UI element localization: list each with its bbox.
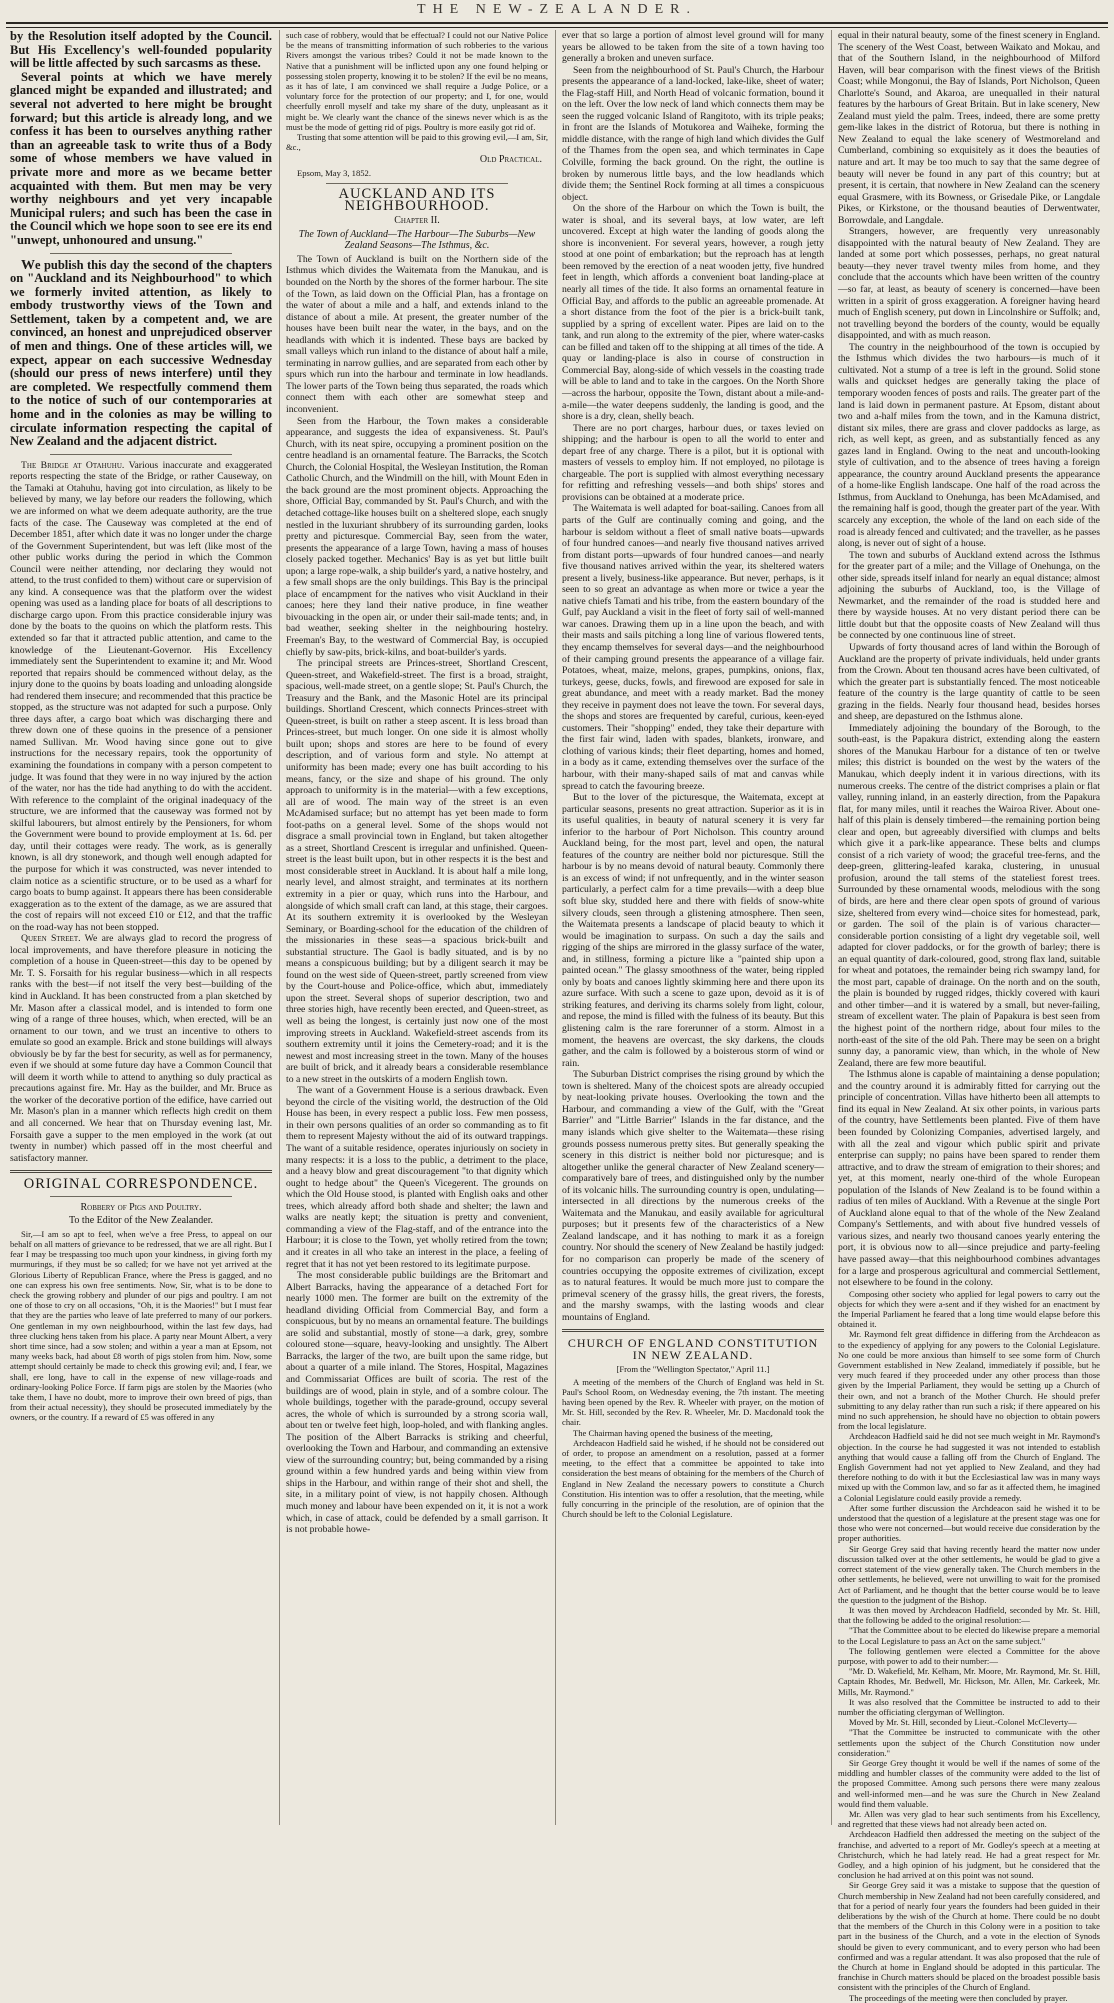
paragraph: ever that so large a portion of almost level ground will for many years be allowed to be taken from the site of a town having too generally a broken and uneven surface.	[562, 30, 824, 65]
masthead: THE NEW-ZEALANDER.	[417, 2, 697, 17]
paragraph: It was also resolved that the Committee be instructed to add to their number the officiating clergyman of Wellington.	[838, 1696, 1100, 1717]
paragraph: Seen from the Harbour, the Town makes a considerable appearance, and suggests the idea of expansiveness. St. Paul's Church, with its neat spire, occupying a prominent position on the centre headland is an ornamental feature. The Barracks, the Scotch Church, the Colonial Hospital, the Wesleyan Institution, the Roman Catholic Church, and the Windmill on the hill, with Mount Eden in the back ground are the most prominent objects. Approaching the shore, Official Bay, commanded by St. Paul's Church, and with the detached cottage-like houses built on a sheltered slope, each snugly nestled in the luxuriant shrubbery of its surrounding garden, looks pretty and picturesque. Commercial Bay, seen from the water, presents the appearance of a large Town, having a mass of houses closely packed together. Mechanics' Bay is as yet but little built upon; a large rope-walk, a ship builder's yard, a native hostelry, and a few small shops are the only buildings. This Bay is the principal place of encampment for the natives who visit Auckland in their canoes; here they land their native produce, in fine weather bivouacking in the open air, or under their sail-made tents; and, in bad weather, seeking shelter in the neighbouring hostelry. Freeman's Bay, to the westward of Commercial Bay, is occupied chiefly by saw-pits, brick-kilns, and boat-builder's yards.	[286, 415, 548, 658]
column-4	[838, 30, 1100, 2003]
paragraph	[10, 460, 272, 933]
signature: Old Practical.	[479, 154, 542, 166]
paragraph: equal in their natural beauty, some of the finest scenery in England. The scenery of the West Coast, between Waikato and Mokau, and that of the Southern Island, in the neighbourhood of Milford Haven, will bear comparison with the finest views of the British Coast; while Mongonui, the Bay of Islands, Port Nicholson, Queen Charlotte's Sound, and Akaroa, are unequalled in their natural features by the harbours of Great Britain. But in lake scenery, New Zealand must yield the palm. Trees, indeed, there are some pretty gem-like lakes in the district of Rotorua, but there is nothing in New Zealand to equal the lake scenery of Westmoreland and Cumberland, combining so exquisitely as it does the beauties of nature and art. It may be too much to say that the same degree of beauty will never be found in any part of this country; but at present, it is certain, that nowhere in New Zealand can the scenery equal Grasmere, with its Bowness, or Grisedale Pike, or Langdale Pikes, or Kirkstone, or the thousand beauties of Derwentwater, Borrowdale, and Langdale.	[838, 30, 1100, 226]
paragraph: Mr. Raymond felt great diffidence in differing from the Archdeacon as to the expediency of applying for any powers to the Colonial Legislature. No one could be more anxious than himself to see some form of Church Government established in New Zealand, immediately if possible, but he very much feared if they proceeded under any other process than those given by the Imperial Parliament, they would be setting up a Church of their own, and not a branch of the Mother Church. He should prefer submitting to any delay rather than run such a risk; if there appeared on his mind no such apprehension, he should have no objection to obtain powers from the local legislature.	[838, 1329, 1100, 1432]
paragraph: The Isthmus alone is capable of maintaining a dense population; and the country around it is admirably fitted for carrying out the principle of concentration. Villas have hitherto been all attempts to find its equal in New Zealand. At six other points, in various parts of the country, have Settlements been planted. Five of them have been founded by Colonizing Companies, advertised largely, and with all the zeal and vigour which public spirit and private enterprise can supply; no pains have been spared to render them attractive, and to draw the stream of emigration to their shores; and yet, at this moment, nearly one-third of the whole European population of the Islands of New Zealand is to be found within a radius of ten miles of Auckland. With a Revenue at the single Port of Auckland alone equal to that of the whole of the New Zealand Company's Settlements, and with about five hundred vessels of various sizes, and nearly two thousand canoes yearly entering the port, it is obvious now to all—since prejudice and party-feeling have passed away—that this neighbourhood combines advantages for a large and prosperous agricultural and commercial Settlement, not elsewhere to be found in the colony.	[838, 1069, 1100, 1289]
paragraph: On the shore of the Harbour on which the Town is built, the water is shoal, and its several bays, at low water, are left uncovered. Except at high water the landing of goods along the shore is inconvenient. For several years, however, a rough jetty stood at one point of embarkation; but the reproach has at length been removed by the erection of a neat wooden jetty, five hundred feet in length, which affords a convenient boat landing-place at nearly all times of the tide. It also forms an ornamental feature in Official Bay, and affords to the public an agreeable promenade. At a short distance from the foot of the pier is a brick-built tank, supplied by a spring of excellent water. Pipes are laid on to the tank, and run along to the extremity of the pier, where water-casks can be filled and taken off to the shipping at all times of the tide. A quay or landing-place is also in course of construction in Commercial Bay, along-side of which vessels in the coasting trade will be able to land and to take in the cargoes. On the North Shore —across the harbour, opposite the Town, distant about a mile-and-a-mile—the water deepens suddenly, the landing is good, and the shore is a dry, clean, shelly beach.	[562, 203, 824, 423]
paragraph: The most considerable public buildings are the Britomart and Albert Barracks, having the appearance of a detached Fort for nearly 1000 men. The former are built on the extremity of the headland dividing Official from Commercial Bay, and form a conspicuous, but by no means an ornamental feature. The buildings are solid and substantial, mostly of stone—a dark, grey, sombre coloured stone—square, heavy-looking and unsightly. The Albert Barracks, the larger of the two, are built upon the same ridge, but about a quarter of a mile inland. The Stores, Hospital, Magazines and Commissariat Offices are built of scoria. The rest of the buildings are of wood, plain in style, and of a sombre colour. The whole buildings, together with the parade-ground, occupy several acres, the whole of which is surrounded by a strong scoria wall, about ten or twelve feet high, loop-holed, and with flanking angles. The position of the Albert Barracks is striking and cheerful, overlooking the Town and Harbour, and commanding an extensive view of the surrounding country; but, being commanded by a rising ground within a few hundred yards and being within view from ships in the Harbour, and within range of their shot and shell, the site, in a military point of view, is not happily chosen. Although much money and labour have been expended on it, it is not a work which, in case of attack, could be defended by a small garrison. It is not probable howe-	[286, 1270, 548, 1536]
paragraph: The following gentlemen were elected a Committee for the above purpose, with power to add to their number:—	[838, 1645, 1100, 1666]
paragraph: Composing other society who applied for legal powers to carry out the objects for which they were a-sent and if they wished for an enactment by the Imperial Parliament he feared that a long time would elapse before this obtained it.	[838, 1288, 1100, 1330]
paragraph	[10, 933, 272, 1164]
paragraph: We publish this day the second of the chapters on "Auckland and its Neighbourhood" to which we formerly invited attention, as likely to embody trustworthy views of the Town and Settlement, taken by a competent and, we are convinced, an honest and unprejudiced observer of men and things. One of these articles will, we expect, appear on each successive Wednesday (should our press of news interfere) until they are completed. We respectfully commend them to the notice of such of our contemporaries at home and in the colonies as may be willing to circulate information respecting the capital of New Zealand and the adjacent district.	[10, 257, 272, 449]
separator	[50, 253, 232, 254]
letter-title: Robbery of Pigs and Poultry.	[80, 1201, 202, 1213]
section-rule	[562, 1329, 824, 1332]
column-rule	[279, 30, 280, 1825]
paragraph: Moved by Mr. St. Hill, seconded by Lieut.-Colonel McCleverty—	[849, 1717, 1077, 1728]
paragraph: Strangers, however, are frequently very unreasonably disappointed with the natural beauty of New Zealand. They are landed at some port which possesses, perhaps, no great natural beauty—they never travel twenty miles from home, and they conclude that the accounts which have been written of the country—so far, at least, as beauty of scenery is concerned—have been written in a spirit of gross exaggeration. A foreigner having heard much of English scenery, put down in Lincolnshire or Suffolk; and, not travelling beyond the borders of the county, would be equally disappointed, and with as much reason.	[838, 226, 1100, 342]
paragraph: "That the Committee be instructed to communicate with the other settlements upon the subject of the Church Constitution now under consideration."	[838, 1727, 1100, 1758]
column-3	[562, 30, 824, 1822]
paragraph: Sir,—I am so apt to feel, when we've a free Press, to appeal on our behalf on all matters of grievance to be redressed, that we are all right. But I fear I may be trespassing too much upon your kindness, in giving forth my murmurings, if they must be so called; for we have not yet arrived at the Glorious Liberty of Republican France, where the Press is gagged, and no one can express his own free sentiments. Now, Sir, what is to be done to check the growing robbery and plunder of our pigs and poultry. I am not one of those to cry on all occasions, "Oh, it is the Maories!" but I must fear that they are the parties who leave of late preferred to many of our porkers. One gentleman in my own neighbourhood, within the last few days, had three clucking hens taken from his place. A party near Mount Albert, a very short time since, had a sow stolen; and within a year a man at Epsom, not many weeks back, had about £8 worth of pigs stolen from him. Now, some attempt should certainly be made to check this growing evil; and, I fear, we shall, ere long, have to call in the expense of new village-roads and ordinary-looking Police Force. If farm pigs are stolen by the Maories (who take them, I have no doubt, more to improve their own breed of pigs, than from their actual necessity), they should be prosecuted immediately by the owners, or the country. If a reward of £5 was offered in any	[10, 1228, 272, 1423]
dateline: Epsom, May 3, 1852.	[297, 167, 371, 178]
paragraph: A meeting of the members of the Church of England was held in St. Paul's School Room, on Wednesday evening, the 7th instant. The meeting having been opened by the Rev. R. Wheeler with prayer, on the motion of Mr. St. Hill, seconded by the Rev. R. Wheeler, Mr. D. Macdonald took the chair.	[562, 1376, 824, 1428]
section-heading: CHURCH OF ENGLAND CONSTITUTION IN NEW ZEALAND.	[567, 1336, 819, 1362]
paragraph: "Mr. D. Wakefield, Mr. Kelham, Mr. Moore, Mr. Raymond, Mr. St. Hill, Captain Rhodes, Mr. Bedwell, Mr. Hickson, Mr. Allen, Mr. Carkeek, Mr. Mills, Mr. Raymond."	[838, 1666, 1100, 1697]
paragraph: Archdeacon Hadfield then addressed the meeting on the subject of the franchise, and adverted to a report of Mr. Godley's speech at a meeting at Christchurch, which he had lately read. He had a great respect for Mr. Godley, and a high opinion of his judgment, but he considered that the conclusion he had arrived at on this point was not sound.	[838, 1829, 1100, 1881]
column-1	[10, 30, 272, 1822]
section-heading: AUCKLAND AND ITS NEIGHBOURHOOD.	[338, 186, 496, 214]
paragraph: The Suburban District comprises the rising ground by which the town is sheltered. Many of the choicest spots are already occupied by neat-looking private houses. Overlooking the town and the Harbour, and commanding a view of the Gulf, with the "Great Barrier" and "Little Barrier" Islands in the far distance, and the many islands which give shelter to the Waitemata—these rising grounds possess numerous pretty sites. But generally speaking the scenery in this district is neither bold nor picturesque; and is altogether unlike the general character of New Zealand scenery—comparatively bare of trees, and distinguished only by the number of its volcanic hills. The surrounding country is open, undulating—intersected in all directions by the numerous creeks of the Waitemata and the Manukau, and easily available for agricultural purposes; but it presents few of the characteristics of a New Zealand landscape, and it has nothing to mark it as a foreign country. Nor should the scenery of New Zealand be hastily judged: for no comparison can properly be made of the scenery of countries occupying the opposite extremes of civilization, except as to natural features. It would be much more just to compare the primeval scenery of the grassy hills, the great rivers, the forests, and the marshy swamps, with the lasting woods and clear mountains of England.	[562, 1069, 824, 1323]
paragraph: After some further discussion the Archdeacon said he wished it to be understood that the question of a legislature at the present stage was one for those who were not concerned—but would receive due consideration by the proper authorities.	[838, 1502, 1100, 1544]
paragraph: The town and suburbs of Auckland extend across the Isthmus for the greater part of a mile; and the Village of Onehunga, on the other side, spreads itself inland for nearly an equal distance; almost adjoining the suburbs of Auckland, too, is the Village of Newmarket, and the remainder of the road is studded here and there by wayside houses. At no very distant period there can be little doubt but that the opposite coasts of New Zealand will thus be connected by one continuous line of street.	[838, 549, 1100, 642]
paragraph: There are no port charges, harbour dues, or taxes levied on shipping; and the harbour is open to all the world to enter and depart free of any charge. There is a pilot, but it is optional with masters of vessels to employ him. If not employed, no pilotage is chargeable. The port is supplied with almost everything necessary for refitting and refreshing vessels—and both ships' stores and provisions can be obtained at a moderate price.	[562, 422, 824, 503]
paragraph: Sir George Grey thought it would be well if the names of some of the middling and humbler classes of the community were added to the list of the proposed Committee. Among such persons there were many zealous and well-informed men—and he was sure the Church in New Zealand would find them valuable.	[838, 1757, 1100, 1809]
paragraph: The principal streets are Princes-street, Shortland Crescent, Queen-street, and Wakefield-street. The first is a broad, straight, spacious, well-made street, on a gentle slope; St. Paul's Church, the Treasury and the Bank, and the Masonic Hotel are its principal buildings. Shortland Crescent, which connects Princes-street with Queen-street, is built on rather a steep ascent. It is less broad than Princes-street, but much longer. On one side it is almost wholly built upon; shops and stores are here to be found of every description, and of various form and style. No attempt at uniformity has been made; every one has built according to his means, fancy, or the size and shape of his ground. The only approach to uniformity is in the material—with a few exceptions, all are of wood. The main way of the street is an even McAdamised surface; but no attempt has yet been made to form foot-paths on a general level. Some of the shops would not disgrace a small provincial town in England, but taken altogether as a street, Shortland Crescent is irregular and unfinished. Queen-street is the least built upon, but in other respects it is the best and most considerable street in Auckland. It is about half a mile long, nearly level, and almost straight, and terminates at its northern extremity in a pier or quay, which runs into the Harbour, and alongside of which small craft can land, at this stage, their cargoes. At its southern extremity it is overlooked by the Wesleyan Seminary, or Boarding-school for the education of the children of the missionaries in these seas—a spacious brick-built and substantial structure. The Gaol is badly situated, and is by no means a conspicuous building; but by a diligent search it may be found on the west side of Queen-street, partly screened from view by the Court-house and Police-office, which abut, immediately upon the street. Several shops of superior description, two and three stories high, have recently been erected, and Queen-street, as well as being the longest, is certainly just now one of the most improving streets in Auckland. Wakefield-street ascends from its southern extremity until it joins the Cemetery-road; and it is the newest and most increasing street in the town. Many of the houses are built of brick, and it already bears a considerable resemblance to a new street in the outskirts of a modern English town.	[286, 658, 548, 1085]
paragraph-head: Queen Street.	[21, 933, 81, 945]
paragraph: The Chairman having opened the business of the meeting,	[573, 1427, 773, 1438]
column-rule	[831, 30, 832, 1825]
paragraph: Sir George Grey said that having recently heard the matter now under discussion talked over at the other settlements, he would be glad to give a correct statement of the view generally taken. The Church members in the other settlements, he believed, were not unwilling to wait for the promised Act of Parliament, and he thought that the better course would be to leave the question to the judgment of the Bishop.	[838, 1543, 1100, 1605]
paragraph: Sir George Grey said it was a mistake to suppose that the question of Church membership in New Zealand had not been carefully considered, and that for a period of nearly four years the founders had been guided in their deliberations by the wish of the Church at home. There could be no doubt that the members of the Church in this Colony were in a position to take part in the business of the Church, and a vote in the election of Synods should be given to every communicant, and to every person who had been confirmed and was a regular attendant. It was also proposed that the rule of the Church at home in England should be adopted in this particular. The franchise in Church matters should be placed on the broadest possible basis consistent with the principles of the Church of England.	[838, 1880, 1100, 1993]
paragraph: Immediately adjoining the boundary of the Borough, to the south-east, is the Papakura district, extending along the eastern shores of the Manukau Harbour for a distance of ten or twelve miles; this district is bounded on the west by the waters of the Manukau, which deeply indent it in various directions, with its numerous creeks. The centre of the district comprises a plain or flat valley, running inland, in an easterly direction, from the Papakura flat, for many miles, until it reaches the Wairoa River. About one-half of this plain is densely timbered—the remaining portion being clear and open, but agreeably diversified with clumps and belts which give it a park-like appearance. These belts and clumps consist of a rich variety of wood; the graceful tree-ferns, and the deep-green, glittering-leafed karaka, clustering, in unusual profusion, around the tall stems of the stateliest forest trees. Surrounded by these ornamental woods, melodious with the song of birds, are here and there clear open spots of ground of various size, sheltered from every wind—choice sites for homestead, park, or garden. The soil of the plain is of various character—considerable portion consisting of a light dry vegetable soil, well adapted for clover paddocks, or for the growth of barley; there is an equal quantity of dark-coloured, good, strong flax land, suitable for wheat and potatoes, the remainder being rich swampy land, for the most part, capable of drainage. On the north and on the south, the plain is bounded by rugged ridges, thickly covered with kauri and other timber—and it is watered by a small, but never-failing, stream of excellent water. The plain of Papakura is best seen from the highest point of the northern ridge, about four miles to the north-east of the site of the old Pah. There may be seen on a bright sunny day, a panoramic view, than which, in the whole of New Zealand, there are few more beautiful.	[838, 722, 1100, 1069]
chapter-synopsis: The Town of Auckland—The Harbour—The Suburbs—New Zealand Seasons—The Isthmus, &c.	[298, 228, 536, 252]
chapter-label: Chapter II.	[394, 215, 440, 227]
section-rule	[10, 1170, 272, 1173]
separator	[50, 454, 232, 455]
paragraph: such case of robbery, would that be effectual? I could not our Native Police be the means of transmitting information of such robberies to the various Rivers amongst the various tribes? Could it not be made known to the Native that a punishment will be inflicted upon any one found helping or possessing stolen property, knowing it to be stolen? If the evil be no means, as it has of late, I am convinced we shall require a Judge Police, or a voluntary force for the protection of our property; and I, for one, would cheerfully enroll myself and take my share of the duty, unpleasant as it might be. We clearly want the chance of the sinews never which is as the must be the mode of getting rid of pigs. Poultry is more easily got rid of.	[286, 30, 548, 132]
source-line: [From the "Wellington Spectator," April 11.]	[616, 1364, 770, 1375]
paragraph: The Town of Auckland is built on the Northern side of the Isthmus which divides the Waitemata from the Manukau, and is bounded on the North by the shores of the former harbour. The site of the Town, as laid down on the Official Plan, has a frontage on the water of about a mile and a half, and extends inland to the distance of about a mile. At present, the greater number of the houses have been built near the water, in the bays, and on the headlands with which it is indented. These bays are backed by small valleys which run inland to the distance of about half a mile, terminating in narrow gullies, and are separated from each other by spurs which run into the harbour and terminate in low headlands. The lower parts of the Town being thus separated, the roads which connect them with each other are somewhat steep and inconvenient.	[286, 253, 548, 416]
paragraph: by the Resolution itself adopted by the Council. But His Excellency's well-founded popularity will be little affected by such sarcasms as these.	[10, 29, 272, 71]
paragraph: The Waitemata is well adapted for boat-sailing. Canoes from all parts of the Gulf are continually coming and going, and the harbour is seldom without a fleet of small native boats—upwards of four hundred canoes—and nearly five thousand natives arrived from distant ports—upwards of four hundred canoes—and nearly five thousand natives arrived within the year, its sheltered waters present a lively, business-like appearance. But never, perhaps, is it seen to so great an advantage as when more or twice a year the native chiefs Tamati and his tribe, from the eastern boundary of the Gulf, pay Auckland a visit in the fleet of forty sail of well-manned war canoes. Drawing them up in a line upon the beach, and with their masts and sails pitching a long line of various flowered tents, they encamp themselves for several days—and the neighbourhood of their camping ground presents the appearance of a village fair. Potatoes, wheat, maize, melons, grapes, pumpkins, onions, flax, turkeys, geese, ducks, fowls, and firewood are exposed for sale in great abundance, and meet with a ready market. Bad the money they receive in payment does not leave the town. For several days, the shops and stores are frequented by careful, curious, keen-eyed customers. Their "shopping" ended, they take their departure with the first fair wind, laden with spades, blankets, ironware, and clothing of various kinds; their fleet departing, homes and homed, in a body as it came, extending themselves over the surface of the harbour, with their many-shaped sails of mat and canvas while spread to catch the favouring breeze.	[562, 503, 824, 792]
separator	[50, 1196, 232, 1197]
paragraph-body: Various inaccurate and exaggerated reports respecting the state of the Bridge, or rather Causeway, on the Tamaki at Otahuhu, having got into circulation, as likely to be believed by many, we lay before our readers the following, which we are informed on what we deem adequate authority, are the true facts of the case. The Causeway was completed at the end of December 1851, after which date it was no longer under the charge of the Government Superintendent, but was left (like most of the other public works during the period in which the Common Council were neither attending, nor declaring they would not attend, to the trust confided to them) without care or supervision of any kind. A consequence was that the platform over the widest opening was used as a landing place for boats of all descriptions to discharge cargo upon. From this practice considerable injury was done by the boats to the quoins on which the platform rests. This extended so far that it attracted public attention, and came to the knowledge of the Lieutenant-Governor. His Excellency immediately sent the Superintendent to examine it; and Mr. Wood reported that repairs should be commenced without delay, as the injury done to the quoins by boats loading and unloading alongside had rendered them insecure; and recommended that this practice be stopped, as the structure was not adapted for such a purpose. Only three days after, a cargo boat which was discharging there and threw down one of these quoins in the presence of a pensioner named Sullivan. Mr. Wood having since gone out to give instructions for the necessary repairs, took the opportunity of examining the foundations in company with a person competent to judge. It was found that they were in no way injured by the action of the water, nor has the tide had anything to do with the accident. With reference to the complaint of the original inadequacy of the structure, we are informed that the causeway was formed not by skilful labourers, but almost entirely by the Pensioners, for whom the Government were bound to provide employment at 1s. 6d. per day, until their cottages were ready. The work, as is generally known, is all dry stonework, and though well enough adapted for the purpose for which it was constructed, was never intended to claim notice as a scientific structure, or to be used as a wharf for cargo boats to bump against. It appears there has been considerable exaggeration as to the extent of the damage, as we are assured that the cost of repairs will not exceed £10 or £12, and that the traffic on the road-way has not been stopped.	[10, 459, 273, 933]
paragraph: The want of a Government House is a serious drawback. Even beyond the circle of the visiting world, the destruction of the Old House has been, in every respect a public loss. Few men possess, in their own persons qualities of an order so commanding as to fit them to represent Majesty without the aid of its outward trappings. The want of a suitable residence, operates injuriously on society in many respects: it is a loss to the public, a detriment to the place, and a heavy blow and great discouragement "to that dignity which ought to hedge about" the Queen's Vicegerent. The grounds on which the Old House stood, is planted with English oaks and other trees, which already afford both shade and shelter; the lawn and walks are neatly kept; the situation is pretty and convenient, commanding a view of the Flag-staff, and of the entrance into the Harbour; it is close to the Town, yet wholly retired from the town; and it creates in all who take an interest in the place, a feeling of regret that it has not yet been restored to its legitimate purpose.	[286, 1085, 548, 1270]
paragraph: Upwards of forty thousand acres of land within the Borough of Auckland are the property of private individuals, held under grants from the Crown. About ten thousand acres have been cultivated, of which the greater part is substantially fenced. The most noticeable feature of the country is the large quantity of cattle to be seen grazing in the fields. Nearly four thousand head, besides horses and sheep, are depastured on the Isthmus alone.	[838, 641, 1100, 723]
section-heading: ORIGINAL CORRESPONDENCE.	[23, 1176, 259, 1193]
paragraph: Trusting that some attention will be paid to this growing evil,—I am, Sir, &c.,	[286, 132, 548, 153]
paragraph: The proceedings of the meeting were then concluded by prayer.	[849, 1992, 1068, 2003]
paragraph: Seen from the neighbourhood of St. Paul's Church, the Harbour presents the appearance of a land-locked, lake-like, sheet of water; the Flag-staff Hill, and North Head of volcanic formation, bound it on the left. Over the low neck of land which connects them may be seen the rugged volcanic Island of Rangitoto, with its triple peaks; in front are the Islands of Motukorea and Waiheke, forming the middle distance, with the range of high land which divides the Gulf of the Thames from the open sea, and which terminates in Cape Colville, forming the back ground. On the right, the outline is broken by numerous little bays, and the low headlands which divide them; the Sentinel Rock forming at all times a conspicuous object.	[562, 64, 824, 203]
separator	[326, 183, 508, 184]
paragraph-head: The Bridge at Otahuhu.	[21, 459, 125, 471]
paragraph: Archdeacon Hadfield said he wished, if he should not be considered out of order, to propose an amendment on a resolution, passed at a former meeting, to the effect that a committee be appointed to take into consideration the best means of obtaining for the members of the Church of England in New Zealand the necessary powers to constitute a Church Constitution. His intention was to offer a resolution, that the meeting, while fully concurring in the principle of the resolution, are of opinion that the Church should be left to the Colonial Legislature.	[562, 1437, 824, 1520]
paragraph: The country in the neighbourhood of the town is occupied by the Isthmus which divides the two harbours—is much of it cultivated. Not a stump of a tree is left in the ground. Solid stone walls and quickset hedges are generally taking the place of temporary wooden fences of posts and rails. The greater part of the land is laid down in permanent pasture. At Epsom, distant about two and a-half miles from the town, and in the Kamuna district, distant six miles, there are grass and clover paddocks as large, as rich, as well kept, as green, and as substantially fenced as any gazes land in England. Owing to the neat and uncouth-looking style of cultivation, and to the absence of trees having a foreign appearance, the country around Auckland presents the appearance of a home-like English landscape. One half of the road across the Isthmus, from Auckland to Onehunga, has been McAdamised, and the remaining half is good, though the greater part of the year. With scarcely any exception, the whole of the land on each side of the road is already fenced and cultivated; and the traveller, as he passes along, is never out of sight of a house.	[838, 341, 1100, 550]
paragraph: It was then moved by Archdeacon Hadfield, seconded by Mr. St. Hill, that the following be added to the original resolution:—	[838, 1604, 1100, 1626]
masthead-rule	[6, 22, 1108, 28]
paragraph: Several points at which we have merely glanced might be expanded and illustrated; and several not adverted to here might be brought forward; but this article is already long, and we confess it has been to ourselves anything rather than an agreeable task to write thus of a Body some of whose members we have valued in private more and more as we became better acquainted with them. But men may be very worthy neighbours and yet very incapable Municipal rulers; and such has been the case in the Council which we hope soon to see ere its end "unwept, unhonoured and unsung."	[10, 69, 272, 247]
paragraph-body: We are always glad to record the progress of local improvements, and have therefore pleasure in noticing the completion of a house in Queen-street—this day to be opened by Mr. T. S. Forsaith for his regular business—which in all respects ranks with the best—if not itself the very best—building of the kind in Auckland. It has been constructed from a plan sketched by Mr. Mason after a classical model, and is intended to form one wing of a range of three houses, which, when erected, will be an ornament to our town, and we trust an incentive to others to emulate so good an example. Brick and stone buildings will always obviously be by far the best for security, as well as for permanency, even if we should at some future day have a Common Council that will deem it worth while to attend to anything so duly practical as precautions against fire. Mr. Hay as the builder, and Mr. Bruce as the worker of the decorative portion of the edifice, have carried out Mr. Mason's plan in a manner which reflects high credit on them and all concerned. We hear that on Thursday evening last, Mr. Forsaith gave a supper to the men employed in the work (at out twenty in number) which passed off in the most cheerful and satisfactory manner.	[10, 933, 272, 1164]
letter-address: To the Editor of the New Zealander.	[69, 1215, 213, 1227]
paragraph: But to the lover of the picturesque, the Waitemata, except at particular seasons, presents no great attraction. Superior as it is in its useful qualities, in beauty of natural scenery it is very far inferior to the harbour of Port Nicholson. This country around Auckland being, for the most part, level and open, the natural features of the country are neither bold nor picturesque. Still the harbour is by no means devoid of natural beauty. Commonly there is an excess of wind; if not unfrequently, and in the winter season particularly, a perfect calm for a time prevails—with a deep blue soft blue sky, studded here and there with fields of snow-white silvery clouds, seen through a glistening atmosphere. Then seen, the Waitemata presents a landscape of placid beauty to which it would be imagination to surpass. On such a day the sails and rigging of the ships are mirrored in the glassy surface of the water, and, in stillness, forming a picture like a "painted ship upon a painted ocean." The glassy smoothness of the water, being rippled only by boats and canoes lightly skimming here and there upon its azure surface. With such a scene to gaze upon, devoid as it is of striking features, and deriving its charms solely from light, colour, and repose, the mind is filled with the fulness of its beauty. But this glistening calm is the rare forerunner of a storm. Almost in a moment, the heavens are overcast, the sky darkens, the clouds gather, and the calm is followed by a boisterous storm of wind or rain.	[562, 792, 824, 1069]
column-2	[286, 30, 548, 1822]
paragraph: Archdeacon Hadfield said he did not see much weight in Mr. Raymond's objection. In the course he had suggested it was not intended to establish anything that would cause a falling off from the Church of England. The English Government had not yet applied to New Zealand, and they had therefore nothing to do with it but the Ecclesiastical law was in many ways mixed up with the Common law, and so far as it affected them, he imagined a Colonial Legislature could easily provide a remedy.	[838, 1431, 1100, 1503]
column-rule	[555, 30, 556, 1825]
paragraph: Mr. Allen was very glad to hear such sentiments from his Excellency, and regretted that these views had not already been acted on.	[838, 1808, 1100, 1830]
paragraph: "That the Committee about to be elected do likewise prepare a memorial to the Local Legislature to pass an Act on the same subject."	[838, 1625, 1100, 1646]
